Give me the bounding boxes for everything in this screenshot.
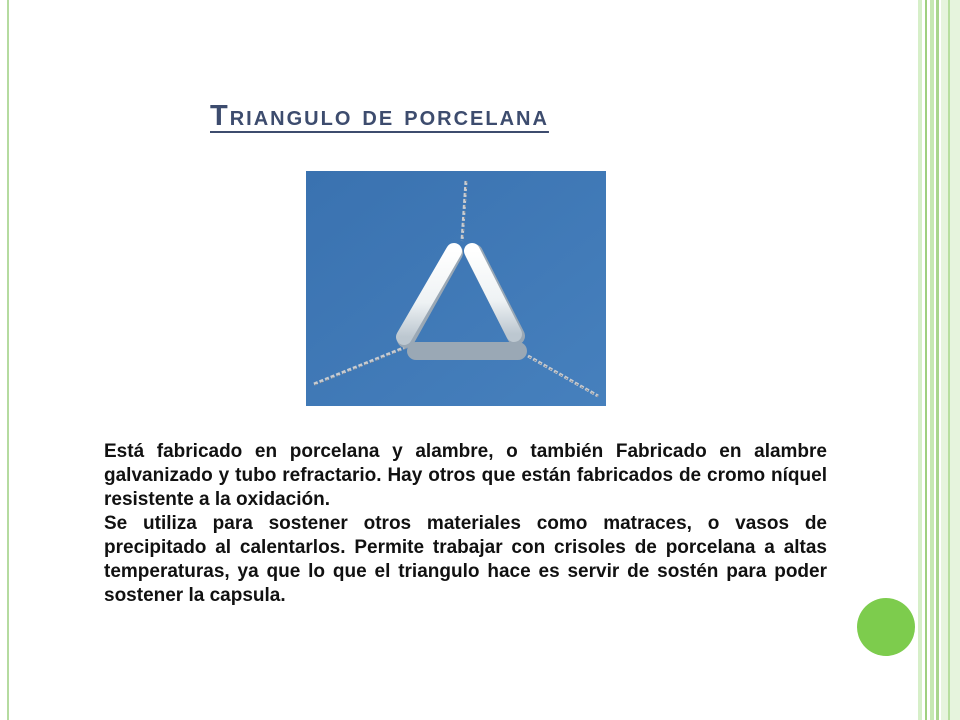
decorative-stripe bbox=[930, 0, 934, 720]
slide-title: Triangulo de porcelana bbox=[210, 100, 549, 132]
decorative-stripe bbox=[936, 0, 939, 720]
decorative-stripe bbox=[925, 0, 927, 720]
paragraph: Está fabricado en porcelana y alambre, o también Fabricado en alambre galvanizado y tubo refractario. Hay otros que están fabricados de cromo níquel resistente a la oxidación. bbox=[104, 441, 827, 510]
paragraph: Se utiliza para sostener otros materiales como matraces, o vasos de precipitado al calentarlos. Permite trabajar con crisoles de porcelana a altas temperaturas, ya que lo que el triangulo hace es servir de sostén para poder sostener la capsula. bbox=[104, 513, 827, 606]
decorative-circle bbox=[857, 598, 915, 656]
decorative-stripe bbox=[918, 0, 922, 720]
decorative-stripe bbox=[941, 0, 960, 720]
decorative-stripe bbox=[948, 0, 950, 720]
left-border-line bbox=[7, 0, 9, 720]
body-text bbox=[104, 440, 827, 608]
clay-triangle-photo bbox=[306, 171, 606, 406]
clay-triangle-icon bbox=[306, 171, 606, 406]
